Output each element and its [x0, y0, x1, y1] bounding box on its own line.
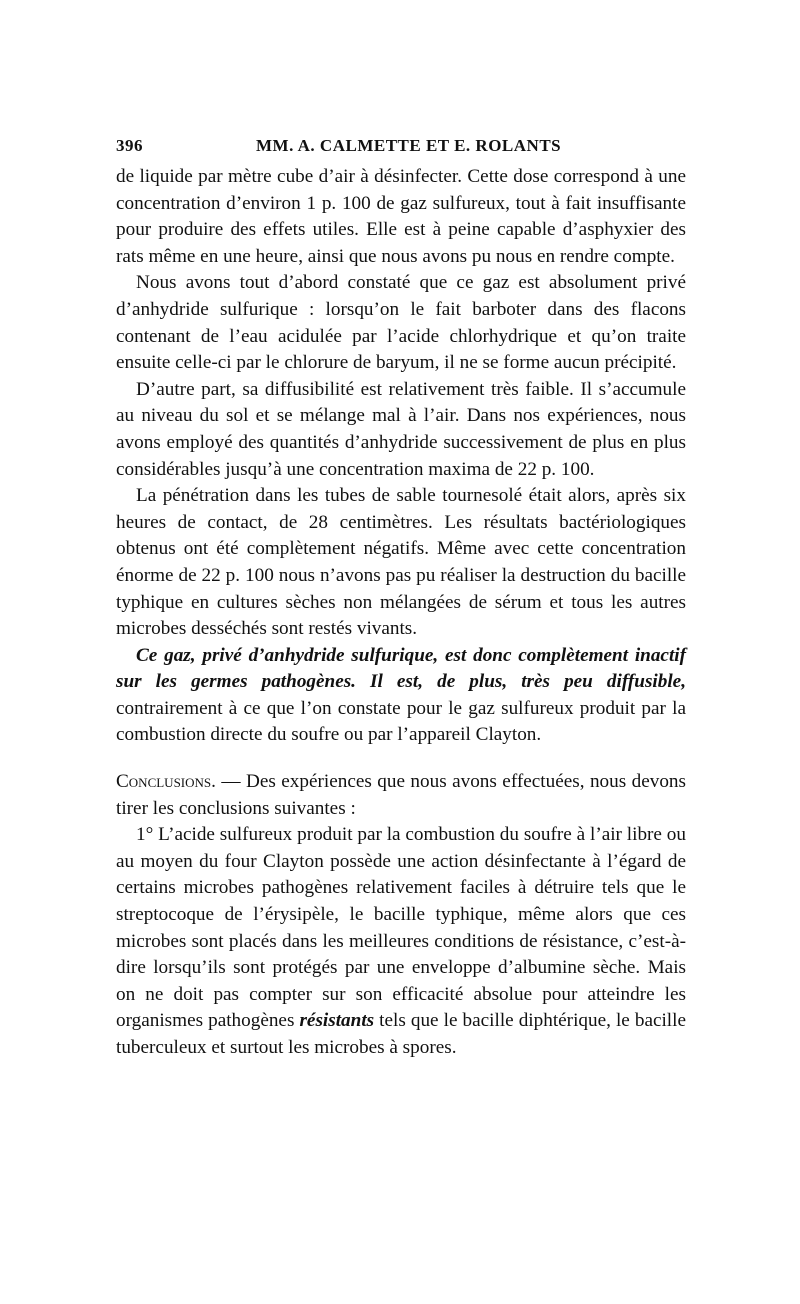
paragraph-1: de liquide par mètre cube d’air à désinfecter. Cette dose correspond à une concentration d’environ 1 p. 100 de gaz sulfureux, tout à fait insuffisante pour produire des effets utiles. Elle est à peine capable d’asphyxier des rats même en une heure, ainsi que nous avons pu nous en rendre compte. [116, 166, 686, 267]
conclusions-label: Conclusions. [116, 771, 216, 793]
conclusions-paragraph [116, 769, 686, 822]
section-gap [116, 749, 686, 769]
conclusion-1-italic: résistants [299, 1010, 375, 1032]
conclusion-1-text-a: 1° L’acide sulfureux produit par la combustion du soufre à l’air libre ou au moyen du four Clayton possède une action désinfectante à l’égard de certains microbes pathogènes relativement faciles à détruire tels que le streptocoque de l’érysipèle, le bacille typhique, même alors que ces microbes sont placés dans les meilleures conditions de résistance, c’est-à-dire lorsqu’ils sont protégés par une enveloppe d’albumine sèche. Mais on ne doit pas compter sur son efficacité absolue pour atteindre les organismes pathogènes [116, 824, 686, 1032]
conclusion-1 [116, 822, 686, 1061]
paragraph-3: D’autre part, sa diffusibilité est relativement très faible. Il s’accumule au niveau du sol et se mélange mal à l’air. Dans nos expériences, nous avons employé des quantités d’anhydride successivement de plus en plus considérables jusqu’à une concentration maxima de 22 p. 100. [116, 378, 686, 480]
page-header [116, 136, 686, 164]
page-number: 396 [116, 136, 143, 155]
paragraph-5 [116, 643, 686, 749]
paragraph-2: Nous avons tout d’abord constaté que ce gaz est absolument privé d’anhydride sulfurique : lorsqu’on le fait barboter dans des flacons contenant de l’eau acidulée par l’acide chlorhydrique et qu’on traite ensuite celle-ci par le chlorure de baryum, il ne se forme aucun précipité. [116, 272, 686, 374]
paragraph-4: La pénétration dans les tubes de sable tournesolé était alors, après six heures de contact, de 28 centimètres. Les résultats bactériologiques obtenus ont été complètement négatifs. Même avec cette concentration énorme de 22 p. 100 nous n’avons pas pu réaliser la destruction du bacille typhique en cultures sèches non mélangées de sérum et tous les autres microbes desséchés sont restés vivants. [116, 485, 686, 640]
running-title: MM. A. CALMETTE ET E. ROLANTS [256, 136, 562, 155]
conclusions-intro: — Des expériences que nous avons effectuées, nous devons tirer les conclusions suivantes : [116, 771, 686, 819]
conclusion-1-text-b: tels que le bacille diphtérique, le bacille tuberculeux et surtout les microbes à spores. [116, 1010, 686, 1058]
paragraph-5-rest: contrairement à ce que l’on constate pour le gaz sulfureux produit par la combustion directe du soufre ou par l’appareil Clayton. [116, 697, 686, 746]
italic-statement: Ce gaz, privé d’anhydride sulfurique, est donc complètement inactif sur les germes pathogènes. Il est, de plus, très peu diffusible, [116, 644, 686, 693]
page [116, 136, 686, 1062]
